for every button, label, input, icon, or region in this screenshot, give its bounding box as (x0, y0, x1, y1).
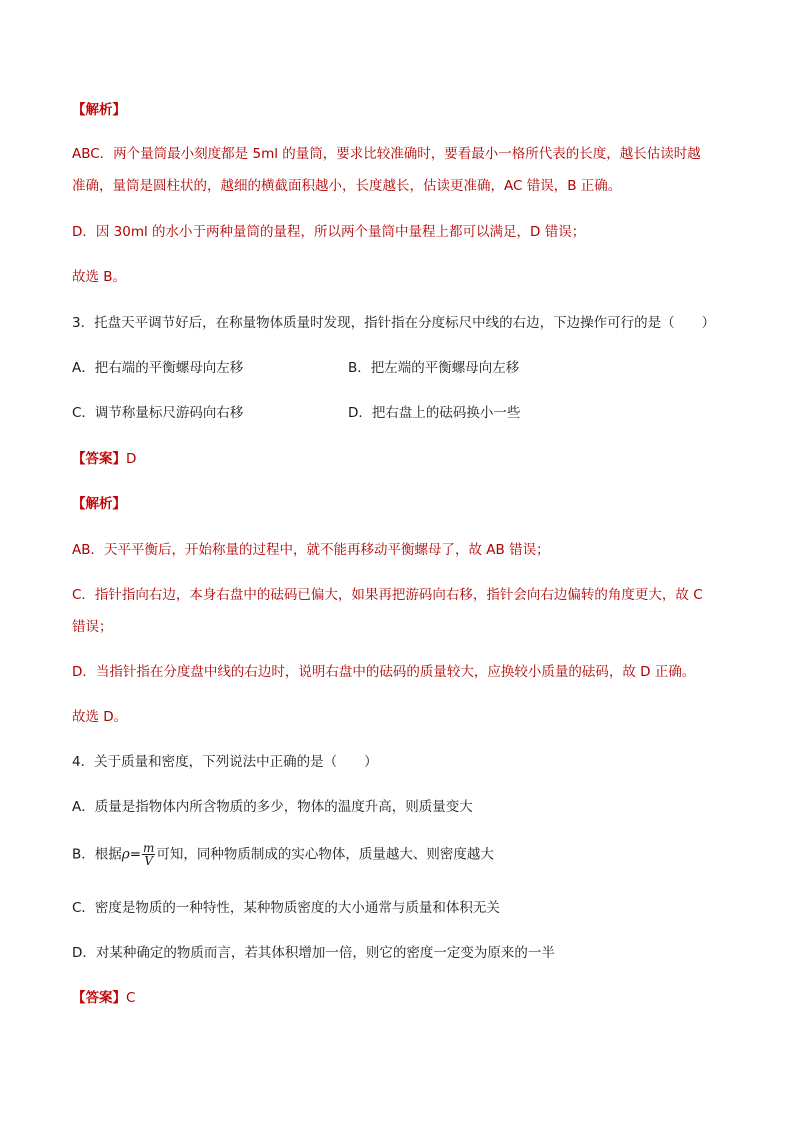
question-3-options-row-1 (72, 358, 722, 378)
question-3-option-b: B．把左端的平衡螺母向左移 (348, 360, 520, 376)
density-symbol: ρ (121, 846, 130, 863)
explanation-conclusion: 故选 D。 (72, 709, 128, 725)
explanation-text: 错误； (72, 619, 113, 635)
fraction-numerator: m (143, 841, 155, 855)
question-4-option-a: A．质量是指物体内所含物质的多少，物体的温度升高，则质量变大 (72, 799, 473, 815)
fraction-denominator: V (144, 854, 154, 868)
explanation-text: ABC．两个量筒最小刻度都是 5ml 的量筒，要求比较准确时，要看最小一格所代表的长度，越长估读时越 (72, 146, 701, 162)
equals-sign: = (129, 846, 142, 863)
question-4-option-c: C．密度是物质的一种特性，某种物质密度的大小通常与质量和体积无关 (72, 900, 500, 916)
answer-value: D (126, 451, 137, 467)
question-3-option-a: A．把右端的平衡螺母向左移 (72, 360, 244, 376)
answer-label: 【答案】 (72, 451, 126, 467)
explanation-label: 【解析】 (72, 102, 126, 118)
option-b-prefix: B．根据 (72, 846, 122, 863)
question-4-option-b (72, 842, 494, 867)
explanation-text: AB．天平平衡后，开始称量的过程中，就不能再移动平衡螺母了，故 AB 错误； (72, 542, 550, 558)
question-3-stem: 3．托盘天平调节好后，在称量物体质量时发现，指针指在分度标尺中线的右边，下边操作可行的是（ ） (72, 315, 716, 331)
question-4-option-d: D．对某种确定的物质而言，若其体积增加一倍，则它的密度一定变为原来的一半 (72, 945, 555, 961)
question-4-answer (72, 988, 135, 1008)
question-4-stem: 4．关于质量和密度，下列说法中正确的是（ ） (72, 754, 378, 770)
answer-value: C (126, 990, 136, 1006)
question-3-options-row-2 (72, 403, 722, 423)
explanation-conclusion: 故选 B。 (72, 269, 127, 285)
explanation-text: 准确，量筒是圆柱状的，越细的横截面积越小，长度越长，估读更准确，AC 错误，B 正确。 (72, 178, 622, 194)
question-3-option-c: C．调节称量标尺游码向右移 (72, 405, 244, 421)
answer-label: 【答案】 (72, 990, 126, 1006)
explanation-label: 【解析】 (72, 496, 126, 512)
explanation-text: C．指针指向右边，本身右盘中的砝码已偏大，如果再把游码向右移，指针会向右边偏转的角度更大，故 C (72, 587, 703, 603)
question-3-option-d: D．把右盘上的砝码换小一些 (348, 405, 521, 421)
question-3-answer (72, 449, 136, 469)
explanation-text: D．当指针指在分度盘中线的右边时，说明右盘中的砝码的质量较大，应换较小质量的砝码，故 D 正确。 (72, 664, 696, 680)
option-b-suffix: 可知，同种物质制成的实心物体，质量越大、则密度越大 (156, 846, 494, 863)
explanation-text: D．因 30ml 的水小于两种量筒的量程，所以两个量筒中量程上都可以满足，D 错误； (72, 224, 586, 240)
density-formula-fraction (142, 842, 155, 867)
